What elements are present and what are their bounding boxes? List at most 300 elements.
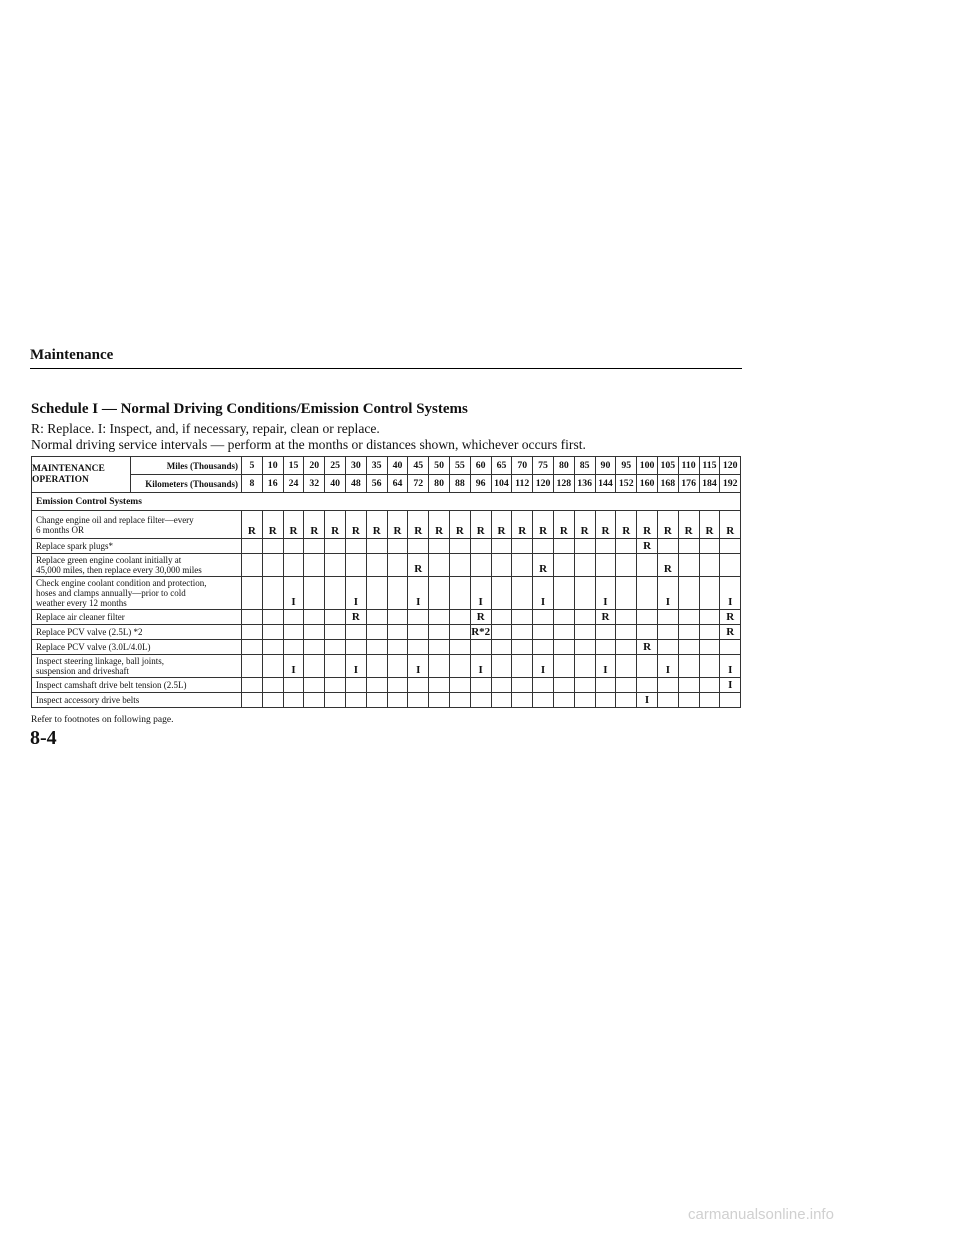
- schedule-cell: [304, 625, 325, 640]
- km-value: 152: [616, 475, 637, 493]
- schedule-cell: [574, 640, 595, 655]
- schedule-cell: [678, 577, 699, 610]
- schedule-cell: [491, 693, 512, 708]
- schedule-cell: R: [387, 511, 408, 539]
- operation-label: Replace PCV valve (2.5L) *2: [32, 625, 242, 640]
- schedule-cell: [491, 640, 512, 655]
- schedule-cell: [366, 610, 387, 625]
- schedule-cell: I: [283, 577, 304, 610]
- schedule-cell: [262, 577, 283, 610]
- schedule-cell: [616, 610, 637, 625]
- km-value: 88: [449, 475, 470, 493]
- schedule-cell: [449, 678, 470, 693]
- schedule-cell: [366, 678, 387, 693]
- schedule-cell: [657, 693, 678, 708]
- schedule-cell: [678, 678, 699, 693]
- schedule-cell: I: [408, 577, 429, 610]
- schedule-cell: [637, 655, 658, 678]
- km-value: 136: [574, 475, 595, 493]
- miles-value: 115: [699, 457, 720, 475]
- miles-value: 50: [429, 457, 450, 475]
- schedule-cell: [657, 610, 678, 625]
- schedule-cell: R: [637, 539, 658, 554]
- schedule-cell: R: [720, 625, 741, 640]
- schedule-cell: [491, 554, 512, 577]
- schedule-cell: [595, 539, 616, 554]
- schedule-cell: [429, 640, 450, 655]
- schedule-cell: I: [595, 577, 616, 610]
- km-value: 40: [325, 475, 346, 493]
- schedule-cell: [283, 610, 304, 625]
- section-row: [32, 493, 741, 511]
- schedule-cell: [699, 539, 720, 554]
- schedule-cell: [366, 655, 387, 678]
- km-value: 160: [637, 475, 658, 493]
- operation-label: Inspect camshaft drive belt tension (2.5L): [32, 678, 242, 693]
- table-row: [32, 577, 741, 610]
- schedule-cell: [387, 640, 408, 655]
- schedule-cell: [637, 610, 658, 625]
- schedule-cell: [283, 640, 304, 655]
- schedule-cell: [408, 610, 429, 625]
- schedule-cell: [345, 693, 366, 708]
- schedule-cell: I: [720, 655, 741, 678]
- table-row: [32, 640, 741, 655]
- schedule-cell: R: [262, 511, 283, 539]
- schedule-cell: [574, 577, 595, 610]
- miles-value: 20: [304, 457, 325, 475]
- schedule-cell: I: [408, 655, 429, 678]
- schedule-cell: I: [637, 693, 658, 708]
- section-label: Emission Control Systems: [32, 493, 741, 511]
- watermark: carmanualsonline.info: [688, 1206, 834, 1223]
- schedule-cell: [616, 693, 637, 708]
- schedule-cell: [553, 610, 574, 625]
- schedule-cell: [449, 693, 470, 708]
- miles-label: Miles (Thousands): [131, 457, 242, 475]
- schedule-cell: [678, 655, 699, 678]
- schedule-cell: [678, 610, 699, 625]
- schedule-cell: [366, 554, 387, 577]
- operation-label: Replace PCV valve (3.0L/4.0L): [32, 640, 242, 655]
- miles-value: 100: [637, 457, 658, 475]
- schedule-cell: [678, 625, 699, 640]
- schedule-cell: [491, 625, 512, 640]
- schedule-cell: R: [533, 511, 554, 539]
- schedule-cell: [657, 539, 678, 554]
- schedule-cell: [387, 625, 408, 640]
- schedule-cell: [574, 539, 595, 554]
- km-value: 32: [304, 475, 325, 493]
- schedule-cell: [262, 625, 283, 640]
- schedule-cell: [553, 640, 574, 655]
- schedule-cell: [449, 539, 470, 554]
- miles-value: 40: [387, 457, 408, 475]
- schedule-cell: R: [678, 511, 699, 539]
- schedule-cell: [595, 625, 616, 640]
- table-row: [32, 693, 741, 708]
- km-value: 120: [533, 475, 554, 493]
- schedule-cell: [283, 693, 304, 708]
- miles-value: 120: [720, 457, 741, 475]
- schedule-cell: [512, 640, 533, 655]
- schedule-cell: [366, 577, 387, 610]
- schedule-cell: R: [429, 511, 450, 539]
- schedule-cell: R: [449, 511, 470, 539]
- schedule-cell: [574, 610, 595, 625]
- schedule-cell: [304, 640, 325, 655]
- operation-label: Inspect steering linkage, ball joints, suspension and driveshaft: [32, 655, 242, 678]
- schedule-cell: R: [637, 640, 658, 655]
- schedule-cell: R: [553, 511, 574, 539]
- schedule-cell: [512, 577, 533, 610]
- miles-value: 45: [408, 457, 429, 475]
- schedule-cell: I: [283, 655, 304, 678]
- schedule-cell: [595, 693, 616, 708]
- schedule-cell: [429, 577, 450, 610]
- schedule-cell: [470, 554, 491, 577]
- schedule-cell: [699, 655, 720, 678]
- schedule-cell: [699, 678, 720, 693]
- schedule-cell: [325, 610, 346, 625]
- km-value: 144: [595, 475, 616, 493]
- miles-value: 65: [491, 457, 512, 475]
- schedule-cell: [242, 640, 263, 655]
- schedule-cell: [262, 655, 283, 678]
- schedule-cell: I: [595, 655, 616, 678]
- schedule-cell: [283, 554, 304, 577]
- miles-value: 105: [657, 457, 678, 475]
- schedule-cell: [637, 554, 658, 577]
- schedule-cell: [533, 610, 554, 625]
- schedule-cell: [387, 655, 408, 678]
- schedule-cell: [449, 655, 470, 678]
- km-value: 168: [657, 475, 678, 493]
- schedule-cell: [242, 678, 263, 693]
- schedule-cell: [387, 577, 408, 610]
- schedule-cell: R: [242, 511, 263, 539]
- schedule-cell: [720, 640, 741, 655]
- schedule-cell: [429, 554, 450, 577]
- km-header-row: [32, 475, 741, 493]
- schedule-cell: R: [699, 511, 720, 539]
- miles-value: 95: [616, 457, 637, 475]
- schedule-cell: I: [470, 577, 491, 610]
- miles-value: 60: [470, 457, 491, 475]
- schedule-cell: [553, 625, 574, 640]
- schedule-cell: [345, 539, 366, 554]
- schedule-cell: [512, 539, 533, 554]
- schedule-cell: R: [345, 610, 366, 625]
- schedule-cell: I: [657, 577, 678, 610]
- schedule-cell: [574, 693, 595, 708]
- schedule-cell: [408, 625, 429, 640]
- schedule-cell: R: [595, 511, 616, 539]
- schedule-cell: R: [720, 610, 741, 625]
- schedule-cell: [429, 678, 450, 693]
- schedule-cell: I: [533, 577, 554, 610]
- schedule-cell: [512, 655, 533, 678]
- schedule-cell: [242, 610, 263, 625]
- schedule-cell: [304, 693, 325, 708]
- schedule-cell: [366, 539, 387, 554]
- schedule-cell: R: [574, 511, 595, 539]
- schedule-cell: [720, 539, 741, 554]
- km-value: 80: [429, 475, 450, 493]
- footnote: Refer to footnotes on following page.: [31, 715, 174, 725]
- schedule-cell: [325, 539, 346, 554]
- schedule-cell: [595, 554, 616, 577]
- km-value: 104: [491, 475, 512, 493]
- km-value: 192: [720, 475, 741, 493]
- header-rule: [30, 368, 742, 369]
- miles-value: 75: [533, 457, 554, 475]
- miles-header-row: [32, 457, 741, 475]
- schedule-cell: [678, 640, 699, 655]
- table-row: [32, 539, 741, 554]
- schedule-cell: [283, 539, 304, 554]
- schedule-cell: [553, 554, 574, 577]
- km-value: 112: [512, 475, 533, 493]
- schedule-cell: [678, 693, 699, 708]
- schedule-cell: [553, 655, 574, 678]
- km-value: 16: [262, 475, 283, 493]
- km-value: 8: [242, 475, 263, 493]
- schedule-cell: [574, 678, 595, 693]
- schedule-cell: [637, 678, 658, 693]
- schedule-cell: [533, 678, 554, 693]
- schedule-cell: R: [533, 554, 554, 577]
- schedule-cell: I: [345, 655, 366, 678]
- operation-label: Replace spark plugs*: [32, 539, 242, 554]
- schedule-cell: I: [720, 678, 741, 693]
- miles-value: 90: [595, 457, 616, 475]
- schedule-cell: [512, 610, 533, 625]
- intro-text: Normal driving service intervals — perform at the months or distances shown, whichever occurs first.: [31, 437, 586, 452]
- corner-label-text: MAINTENANCE OPERATION: [32, 463, 105, 485]
- maintenance-schedule-table: [31, 456, 741, 708]
- schedule-cell: R: [491, 511, 512, 539]
- schedule-cell: [366, 693, 387, 708]
- schedule-cell: [345, 678, 366, 693]
- schedule-cell: [429, 655, 450, 678]
- schedule-cell: [242, 577, 263, 610]
- schedule-cell: [553, 577, 574, 610]
- miles-value: 85: [574, 457, 595, 475]
- schedule-cell: [699, 693, 720, 708]
- schedule-cell: [553, 539, 574, 554]
- schedule-cell: I: [657, 655, 678, 678]
- schedule-cell: [616, 554, 637, 577]
- schedule-cell: R: [616, 511, 637, 539]
- schedule-cell: [491, 678, 512, 693]
- schedule-cell: [429, 693, 450, 708]
- miles-value: 55: [449, 457, 470, 475]
- schedule-cell: [262, 693, 283, 708]
- schedule-cell: [325, 678, 346, 693]
- schedule-cell: [429, 610, 450, 625]
- operation-label: Inspect accessory drive belts: [32, 693, 242, 708]
- schedule-cell: [720, 554, 741, 577]
- km-value: 24: [283, 475, 304, 493]
- schedule-cell: [325, 640, 346, 655]
- schedule-cell: [470, 678, 491, 693]
- schedule-cell: I: [720, 577, 741, 610]
- schedule-cell: [616, 655, 637, 678]
- schedule-cell: [574, 554, 595, 577]
- schedule-cell: [699, 554, 720, 577]
- table-row: [32, 678, 741, 693]
- schedule-cell: [408, 640, 429, 655]
- schedule-cell: R: [345, 511, 366, 539]
- schedule-cell: [325, 655, 346, 678]
- schedule-cell: [325, 625, 346, 640]
- schedule-cell: R: [595, 610, 616, 625]
- miles-value: 110: [678, 457, 699, 475]
- km-value: 184: [699, 475, 720, 493]
- schedule-cell: R: [720, 511, 741, 539]
- schedule-cell: [387, 693, 408, 708]
- table-row: [32, 554, 741, 577]
- schedule-cell: R: [408, 554, 429, 577]
- schedule-cell: [574, 625, 595, 640]
- schedule-cell: [387, 554, 408, 577]
- operation-label: Replace green engine coolant initially at 45,000 miles, then replace every 30,000 miles: [32, 554, 242, 577]
- schedule-cell: [408, 693, 429, 708]
- miles-value: 35: [366, 457, 387, 475]
- schedule-cell: [533, 693, 554, 708]
- schedule-cell: [533, 625, 554, 640]
- schedule-cell: [283, 678, 304, 693]
- miles-value: 70: [512, 457, 533, 475]
- schedule-cell: [616, 640, 637, 655]
- schedule-cell: [304, 655, 325, 678]
- schedule-cell: [678, 554, 699, 577]
- schedule-cell: R: [366, 511, 387, 539]
- schedule-cell: [470, 539, 491, 554]
- schedule-cell: [637, 625, 658, 640]
- schedule-cell: [720, 693, 741, 708]
- miles-value: 10: [262, 457, 283, 475]
- schedule-cell: [657, 678, 678, 693]
- km-value: 48: [345, 475, 366, 493]
- schedule-cell: [491, 655, 512, 678]
- schedule-cell: R: [657, 511, 678, 539]
- table-row: [32, 655, 741, 678]
- schedule-cell: [242, 554, 263, 577]
- miles-value: 5: [242, 457, 263, 475]
- schedule-cell: [242, 655, 263, 678]
- miles-value: 80: [553, 457, 574, 475]
- section-title: Maintenance: [30, 347, 114, 363]
- schedule-cell: [595, 678, 616, 693]
- schedule-cell: R: [657, 554, 678, 577]
- schedule-cell: R: [304, 511, 325, 539]
- schedule-cell: R: [325, 511, 346, 539]
- schedule-cell: [595, 640, 616, 655]
- schedule-cell: I: [470, 655, 491, 678]
- schedule-cell: [699, 640, 720, 655]
- schedule-cell: I: [533, 655, 554, 678]
- schedule-cell: [699, 625, 720, 640]
- km-label: Kilometers (Thousands): [131, 475, 242, 493]
- schedule-cell: [408, 678, 429, 693]
- schedule-cell: [449, 640, 470, 655]
- schedule-cell: [262, 678, 283, 693]
- schedule-cell: [304, 678, 325, 693]
- schedule-cell: [512, 554, 533, 577]
- km-value: 176: [678, 475, 699, 493]
- schedule-cell: [616, 625, 637, 640]
- schedule-cell: R: [408, 511, 429, 539]
- table-row: [32, 610, 741, 625]
- schedule-cell: [616, 577, 637, 610]
- schedule-cell: [387, 610, 408, 625]
- schedule-cell: [325, 577, 346, 610]
- km-value: 64: [387, 475, 408, 493]
- schedule-cell: [512, 625, 533, 640]
- schedule-cell: [242, 693, 263, 708]
- schedule-cell: [449, 577, 470, 610]
- schedule-cell: [304, 610, 325, 625]
- schedule-cell: [304, 554, 325, 577]
- schedule-cell: [491, 539, 512, 554]
- km-value: 72: [408, 475, 429, 493]
- schedule-cell: R: [283, 511, 304, 539]
- schedule-cell: [325, 554, 346, 577]
- km-value: 128: [553, 475, 574, 493]
- schedule-cell: [449, 625, 470, 640]
- schedule-cell: [512, 693, 533, 708]
- schedule-cell: [616, 539, 637, 554]
- page-number: 8-4: [30, 727, 57, 749]
- schedule-cell: [429, 539, 450, 554]
- table-row: [32, 625, 741, 640]
- schedule-cell: [449, 554, 470, 577]
- schedule-cell: [345, 625, 366, 640]
- schedule-title: Schedule I — Normal Driving Conditions/Emission Control Systems: [31, 401, 468, 417]
- table-corner-label: [32, 457, 131, 493]
- schedule-cell: [325, 693, 346, 708]
- schedule-cell: R: [637, 511, 658, 539]
- schedule-cell: [387, 539, 408, 554]
- schedule-cell: [304, 539, 325, 554]
- schedule-cell: R: [470, 511, 491, 539]
- schedule-cell: [616, 678, 637, 693]
- schedule-cell: R: [512, 511, 533, 539]
- schedule-cell: [512, 678, 533, 693]
- km-value: 96: [470, 475, 491, 493]
- schedule-cell: [491, 577, 512, 610]
- schedule-cell: [429, 625, 450, 640]
- schedule-cell: I: [345, 577, 366, 610]
- schedule-cell: [637, 577, 658, 610]
- schedule-cell: [553, 678, 574, 693]
- miles-value: 25: [325, 457, 346, 475]
- schedule-cell: [262, 640, 283, 655]
- operation-label: Check engine coolant condition and protection, hoses and clamps annually—prior to cold weather every 12 months: [32, 577, 242, 610]
- table-row: [32, 511, 741, 539]
- schedule-cell: [242, 625, 263, 640]
- schedule-cell: R*2: [471, 626, 491, 638]
- schedule-cell: [553, 693, 574, 708]
- schedule-cell: [262, 610, 283, 625]
- schedule-cell: R: [470, 610, 491, 625]
- schedule-cell: [699, 577, 720, 610]
- operation-label: Change engine oil and replace filter—every 6 months OR: [32, 511, 242, 539]
- schedule-cell: [657, 625, 678, 640]
- schedule-cell: [262, 554, 283, 577]
